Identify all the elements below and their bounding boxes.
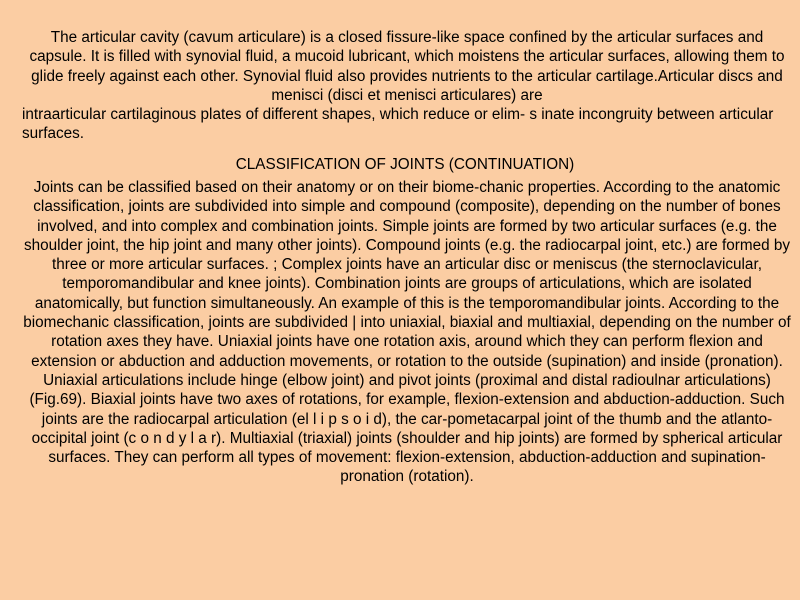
intro-tail-text: intraarticular cartilaginous plates of different shapes, which reduce or elim- s inate incongruity between articular surfaces. [22, 106, 774, 143]
section-heading: CLASSIFICATION OF JOINTS (CONTINUATION) [235, 156, 575, 173]
intro-text: The articular cavity (cavum articulare) is a closed fissure-like space confined by the articular surfaces and capsule. It is filled with synovial fluid, a mucoid lubricant, which moistens the articular surfaces, allowing them to glide freely against each other. Synovial fluid also provides nutrients to the articular cartilage.Articular discs and menisci (disci et menisci articulares) are [29, 29, 785, 104]
body-paragraph: Joints can be classified based on their anatomy or on their biome-chanic properties. According to the anatomic classification, joints are subdivided into simple and compound (composite), depending on the number of bones involved, and into complex and combination joints. Simple joints are formed by two articular surfaces (e.g. the shoulder joint, the hip joint and many other joints). Compound joints (e.g. the radiocarpal joint, etc.) are formed by three or more articular surfaces. ; Complex joints have an articular disc or meniscus (the sternoclavicular, temporomandibular and knee joints). Combination joints are groups of articulations, which are isolated anatomically, but function simultaneously. An example of this is the temporomandibular joints. According to the biomechanic classification, joints are subdivided | into uniaxial, biaxial and multiaxial, depending on the number of rotation axes they have. Uniaxial joints have one rotation axis, around which they can perform flexion and extension or abduction and adduction movements, or rotation to the outside (supination) and inside (pronation). Uniaxial articulations include hinge (elbow joint) and pivot joints (proximal and distal radioulnar articulations) (Fig.69). Biaxial joints have two axes of rotations, for example, flexion-extension and abduction-adduction. Such joints are the radiocarpal articulation (el l i p s o i d), the car-pometacarpal joint of the thumb and the atlanto-occipital joint (c o n d y l a r). Multiaxial (triaxial) joints (shoulder and hip joints) are formed by spherical articular surfaces. They can perform all types of movement: flexion-extension, abduction-adduction and supination-pronation (rotation). [23, 179, 791, 486]
intro-paragraph [22, 28, 792, 144]
